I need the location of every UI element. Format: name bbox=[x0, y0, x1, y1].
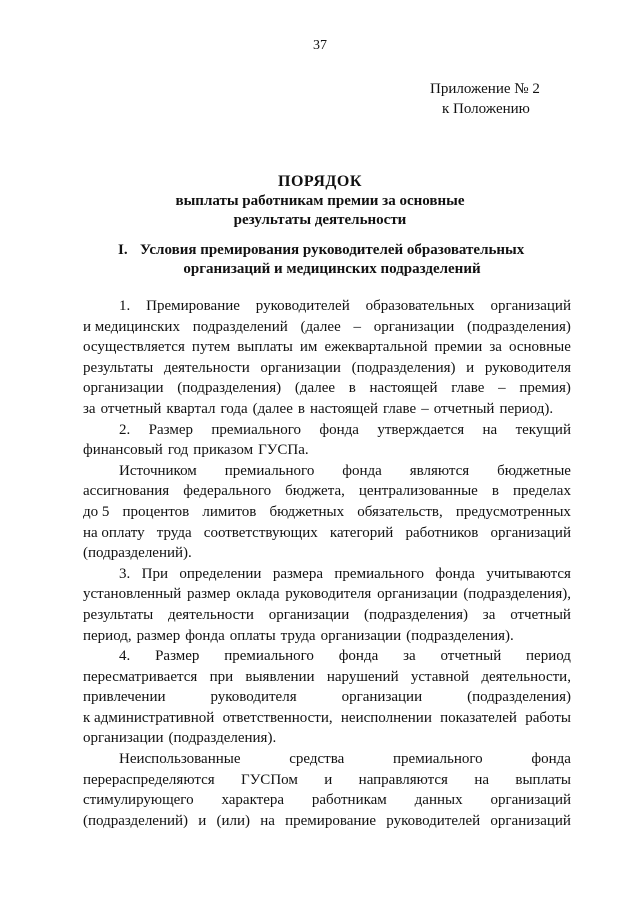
text-word: показателей bbox=[440, 709, 517, 726]
text-word: организации bbox=[320, 627, 402, 644]
text-word: руководителя bbox=[285, 586, 372, 603]
text-word: выявлении bbox=[245, 668, 315, 685]
text-word: работникам bbox=[311, 792, 387, 809]
text-word: на bbox=[260, 812, 275, 829]
text-word: премия) bbox=[519, 380, 571, 397]
text-word: неисполнении bbox=[340, 709, 432, 726]
text-word: деятельности, bbox=[481, 668, 571, 685]
text-word: подразделений bbox=[192, 318, 288, 335]
text-word: образовательных bbox=[365, 298, 475, 314]
text-word: федерального bbox=[183, 483, 272, 500]
section-title-line-1: Условия премирования руководителей образовательных bbox=[140, 242, 525, 258]
text-word: являются bbox=[409, 462, 470, 479]
text-word: (подразделения) bbox=[351, 359, 456, 376]
text-line bbox=[83, 708, 571, 729]
text-word: (подразделения), bbox=[463, 586, 571, 603]
text-line bbox=[83, 687, 571, 708]
text-word: организаций bbox=[490, 524, 571, 541]
text-word: (или) bbox=[216, 812, 251, 829]
text-word: Неиспользованные bbox=[119, 751, 241, 768]
text-word: централизованные bbox=[358, 483, 478, 500]
text-word: 3. bbox=[119, 565, 131, 582]
text-word: на bbox=[474, 771, 489, 788]
text-word: Премирование bbox=[146, 298, 240, 314]
text-word: осуществляется bbox=[83, 339, 185, 356]
text-word: пересматривается bbox=[83, 668, 198, 685]
text-word: к административной bbox=[83, 709, 215, 726]
text-word: деятельности bbox=[168, 606, 254, 623]
text-word: премиального bbox=[393, 751, 483, 768]
text-line bbox=[83, 523, 571, 544]
text-word: пределах bbox=[513, 483, 571, 500]
text-word: текущий bbox=[515, 421, 571, 438]
text-word: фонда bbox=[338, 648, 379, 665]
text-word: (подразделений) bbox=[83, 812, 189, 829]
text-word: 1. bbox=[119, 298, 131, 314]
text-word: (подразделения). bbox=[168, 730, 277, 747]
text-word: организации bbox=[260, 359, 341, 376]
text-word: в bbox=[491, 483, 499, 500]
text-line bbox=[83, 440, 571, 461]
text-word: фонда bbox=[435, 565, 475, 582]
text-word: отчетный bbox=[510, 606, 571, 623]
text-word: процентов bbox=[122, 503, 190, 520]
text-word: утверждается bbox=[377, 421, 465, 438]
appendix-header bbox=[430, 79, 610, 119]
text-word: организации bbox=[373, 318, 455, 335]
text-word: средства bbox=[289, 751, 345, 768]
text-word: Размер bbox=[155, 648, 200, 665]
text-word: руководителя bbox=[484, 359, 571, 376]
text-word: за bbox=[403, 648, 416, 665]
text-word: года bbox=[220, 400, 248, 417]
title-line-1: ПОРЯДОК bbox=[278, 173, 362, 190]
text-word: бюджетных bbox=[269, 503, 345, 520]
text-line bbox=[83, 667, 571, 688]
text-word: организаций bbox=[490, 298, 571, 314]
text-word: организации bbox=[83, 730, 164, 747]
text-word: – bbox=[421, 400, 429, 417]
body-text bbox=[83, 296, 571, 831]
text-word: ГУСПа. bbox=[258, 442, 309, 459]
text-word: соответствующих bbox=[203, 524, 318, 541]
text-word: организаций bbox=[490, 812, 571, 829]
text-word: путем bbox=[191, 339, 231, 356]
text-word: в bbox=[348, 380, 356, 397]
text-word: премиального bbox=[211, 421, 302, 438]
text-word: отчетный bbox=[440, 648, 502, 665]
text-word: квартал bbox=[166, 400, 216, 417]
text-word: направляются bbox=[358, 771, 448, 788]
text-word: организации bbox=[377, 586, 458, 603]
text-word: определении bbox=[179, 565, 262, 582]
text-word: (подразделения) bbox=[364, 606, 468, 623]
title-line-3: результаты деятельности bbox=[233, 212, 407, 228]
text-line bbox=[83, 564, 571, 585]
text-line bbox=[83, 399, 571, 420]
text-word: (подразделения) bbox=[467, 689, 571, 706]
text-word: фонда bbox=[531, 751, 571, 768]
text-word: на оплату bbox=[83, 524, 145, 541]
text-word: организации bbox=[341, 689, 423, 706]
appendix-line-1: Приложение № 2 bbox=[430, 81, 540, 97]
section-number: I. bbox=[118, 242, 128, 258]
text-line bbox=[83, 626, 571, 647]
text-word: данных bbox=[414, 792, 463, 809]
text-word: период bbox=[526, 648, 571, 665]
text-word: нарушений bbox=[326, 668, 399, 685]
text-line bbox=[83, 337, 571, 358]
text-word: обязательств, bbox=[357, 503, 443, 520]
text-word: отчетный bbox=[433, 400, 495, 417]
text-word: им bbox=[299, 339, 318, 356]
text-word: (подразделения). bbox=[406, 627, 514, 644]
text-word: и bbox=[324, 771, 333, 788]
text-line bbox=[83, 728, 571, 749]
text-word: уставной bbox=[410, 668, 470, 685]
text-word: труда bbox=[156, 524, 192, 541]
text-line bbox=[83, 317, 571, 338]
text-word: до 5 bbox=[83, 503, 110, 520]
text-word: год bbox=[167, 442, 189, 459]
text-word: ежеквартальной bbox=[324, 339, 428, 356]
text-word: финансовый bbox=[83, 442, 163, 459]
text-line bbox=[83, 646, 571, 667]
text-word: премиального bbox=[224, 462, 315, 479]
text-line bbox=[83, 749, 571, 770]
text-word: премиального bbox=[334, 565, 425, 582]
text-word: 4. bbox=[119, 648, 131, 665]
text-line bbox=[83, 296, 571, 317]
text-word: ассигнования bbox=[83, 483, 170, 500]
text-word: привлечении bbox=[83, 689, 166, 706]
text-word: организации bbox=[268, 606, 350, 623]
section-heading-line-1 bbox=[0, 241, 640, 260]
text-word: выплаты bbox=[515, 771, 571, 788]
text-word: При bbox=[141, 565, 169, 582]
text-word: предусмотренных bbox=[455, 503, 571, 520]
text-word: оклада bbox=[236, 586, 280, 603]
title-line-2: выплаты работникам премии за основные bbox=[175, 193, 465, 209]
text-line bbox=[83, 502, 571, 523]
text-word: отчетный bbox=[100, 400, 162, 417]
text-line bbox=[83, 770, 571, 791]
text-word: за bbox=[482, 606, 496, 623]
text-word: и bbox=[466, 359, 475, 376]
appendix-line-2: к Положению bbox=[442, 101, 530, 117]
text-word: руководителя bbox=[210, 689, 297, 706]
text-word: и bbox=[198, 812, 207, 829]
section-title-line-2: организаций и медицинских подразделений bbox=[183, 261, 481, 277]
text-line bbox=[83, 378, 571, 399]
text-word: размер bbox=[136, 627, 181, 644]
text-word: (далее bbox=[300, 318, 341, 335]
text-word: – bbox=[498, 380, 506, 397]
text-word: (подразделения) bbox=[177, 380, 282, 397]
text-word: характера bbox=[221, 792, 285, 809]
text-word: настоящей bbox=[369, 380, 438, 397]
text-word: ГУСПом bbox=[241, 771, 298, 788]
text-word: основные bbox=[509, 339, 571, 356]
text-word: организаций bbox=[490, 792, 571, 809]
text-word: премиального bbox=[224, 648, 314, 665]
text-word: при bbox=[209, 668, 234, 685]
text-word: выплаты bbox=[237, 339, 293, 356]
text-word: – bbox=[353, 318, 361, 335]
text-word: премирование bbox=[285, 812, 377, 829]
text-word: оплаты bbox=[229, 627, 276, 644]
text-word: стимулирующего bbox=[83, 792, 194, 809]
text-word: и медицинских bbox=[83, 318, 180, 335]
text-word: результаты bbox=[83, 606, 154, 623]
text-line bbox=[83, 481, 571, 502]
text-word: за bbox=[83, 400, 96, 417]
text-line bbox=[83, 790, 571, 811]
text-word: на bbox=[482, 421, 498, 438]
text-word: установленный bbox=[83, 586, 182, 603]
text-word: организации bbox=[83, 380, 164, 397]
text-word: учитываются bbox=[486, 565, 571, 582]
text-word: период). bbox=[499, 400, 554, 417]
text-word: главе bbox=[451, 380, 485, 397]
text-word: фонда bbox=[342, 462, 382, 479]
text-line bbox=[83, 420, 571, 441]
section-heading bbox=[0, 241, 640, 279]
text-word: категорий bbox=[329, 524, 394, 541]
text-word: Источником bbox=[119, 462, 197, 479]
text-word: приказом bbox=[193, 442, 254, 459]
text-word: деятельности bbox=[163, 359, 250, 376]
text-line bbox=[83, 605, 571, 626]
text-word: настоящей bbox=[309, 400, 379, 417]
text-word: руководителей bbox=[255, 298, 350, 314]
text-word: фонда bbox=[185, 627, 225, 644]
text-word: ответственности, bbox=[222, 709, 333, 726]
text-word: бюджетные bbox=[497, 462, 571, 479]
text-word: в bbox=[297, 400, 305, 417]
text-word: период, bbox=[83, 627, 132, 644]
text-word: руководителей bbox=[386, 812, 481, 829]
text-word: главе bbox=[383, 400, 417, 417]
text-word: бюджета, bbox=[285, 483, 345, 500]
text-line bbox=[83, 543, 571, 564]
text-word: работников bbox=[405, 524, 479, 541]
text-word: размер bbox=[187, 586, 231, 603]
text-word: фонда bbox=[319, 421, 359, 438]
text-word: размера bbox=[272, 565, 323, 582]
text-word: Размер bbox=[148, 421, 193, 438]
text-word: (подразделения) bbox=[467, 318, 571, 335]
text-word: труда bbox=[280, 627, 316, 644]
text-word: премии bbox=[434, 339, 483, 356]
text-word: (далее bbox=[252, 400, 293, 417]
text-line bbox=[83, 358, 571, 379]
text-word: работы bbox=[525, 709, 571, 726]
text-line bbox=[83, 584, 571, 605]
text-line bbox=[83, 811, 571, 832]
text-line bbox=[83, 461, 571, 482]
document-title bbox=[0, 172, 640, 230]
text-word: (далее bbox=[294, 380, 336, 397]
page-number: 37 bbox=[313, 38, 327, 53]
text-word: 2. bbox=[119, 421, 131, 438]
text-word: (подразделений). bbox=[83, 545, 192, 562]
text-word: лимитов bbox=[202, 503, 257, 520]
text-word: за bbox=[489, 339, 502, 356]
text-word: перераспределяются bbox=[83, 771, 215, 788]
text-word: результаты bbox=[83, 359, 154, 376]
